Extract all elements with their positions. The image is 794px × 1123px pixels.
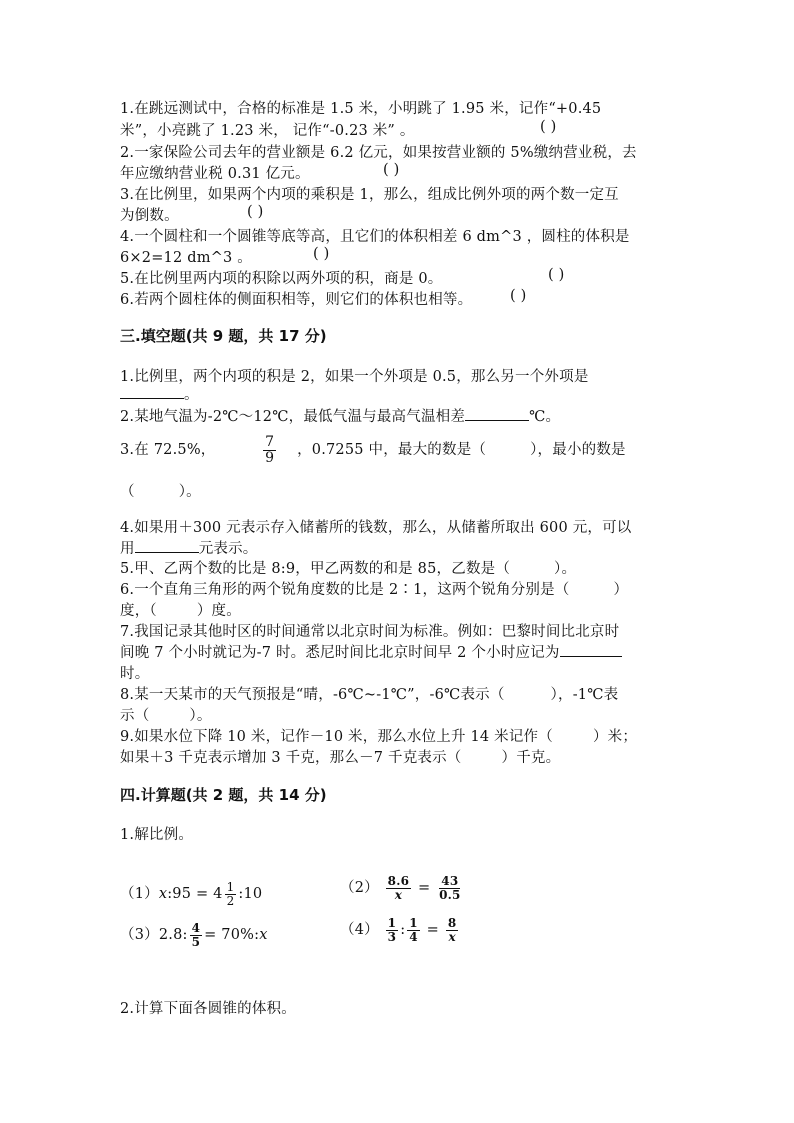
fill-q9-line2: 如果＋3 千克表示增加 3 千克，那么－7 千克表示（ ）千克。 — [120, 750, 561, 766]
fill-q9-line1: 9.如果水位下降 10 米，记作－10 米，那么水位上升 14 米记作（ ）米； — [120, 729, 638, 745]
judge-q4-line2: 6×2=12 dm^3 。 — [120, 250, 252, 266]
judge-q1-answer-paren[interactable]: ( ) — [540, 119, 557, 135]
section3-title: 三.填空题(共 9 题，共 17 分) — [120, 327, 327, 345]
judge-q4-answer-paren[interactable]: ( ) — [313, 246, 330, 262]
fill-q2-blank[interactable] — [465, 406, 529, 421]
judge-q2-line2: 年应缴纳营业税 0.31 亿元。 — [120, 166, 310, 182]
calc-q1-line: 1.解比例。 — [120, 827, 194, 843]
fill-q4-line1: 4.如果用＋300 元表示存入储蓄所的钱数，那么，从储蓄所取出 600 元，可以 — [120, 520, 632, 536]
section4-title: 四.计算题(共 2 题，共 14 分) — [120, 786, 327, 804]
fill-q1-blank[interactable] — [120, 384, 184, 399]
mixed-number-fraction: $\frac{1}{2}$ — [226, 880, 235, 908]
fill-q8-line1: 8.某一天某市的天气预报是“晴，-6℃~-1℃”，-6℃表示（ ），-1℃表 — [120, 687, 619, 703]
fill-q7-blank[interactable] — [560, 642, 622, 657]
judge-q6-answer-paren[interactable]: ( ) — [510, 288, 527, 304]
judge-q3-line2: 为倒数。 — [120, 208, 179, 224]
judge-q4-line1: 4.一个圆柱和一个圆锥等底等高，且它们的体积相差 6 dm^3 ，圆柱的体积是 — [120, 229, 630, 245]
fill-q1-line1: 1.比例里，两个内项的积是 2，如果一个外项是 0.5，那么另一个外项是 — [120, 369, 589, 385]
fill-q5-line: 5.甲、乙两个数的比是 8:9，甲乙两数的和是 85，乙数是（ ）。 — [120, 561, 577, 577]
judge-q3-line1: 3.在比例里，如果两个内项的乘积是 1，那么，组成比例外项的两个数一定互 — [120, 187, 619, 203]
fill-q3-fraction: $\frac{7}{9}$ — [265, 434, 275, 466]
judge-q2-line1: 2.一家保险公司去年的营业额是 6.2 亿元，如果按营业额的 5%缴纳营业税，去 — [120, 145, 637, 161]
fill-q7-line2: 间晚 7 个小时就记为-7 时。悉尼时间比北京时间早 2 个小时应记为 — [120, 641, 622, 662]
judge-q5-answer-paren[interactable]: ( ) — [548, 267, 565, 283]
fill-q4-line2: 用 元表示。 — [120, 537, 258, 558]
fill-q7-line1: 7.我国记录其他时区的时间通常以北京时间为标准。例如：巴黎时间比北京时 — [120, 624, 620, 640]
calc-q2-line: 2.计算下面各圆锥的体积。 — [120, 1001, 296, 1017]
judge-q1-line1: 1.在跳远测试中，合格的标准是 1.5 米，小明跳了 1.95 米，记作“+0.45 — [120, 101, 602, 117]
fill-q3-line1: 3.在 72.5%， $\frac{7}{9}$ ，0.7255 中，最大的数是（ ），最小的数是 — [120, 434, 626, 466]
judge-q6-line: 6.若两个圆柱体的侧面积相等，则它们的体积也相等。 — [120, 292, 473, 308]
fill-q8-line2: 示（ ）。 — [120, 708, 212, 724]
proportion-item-4: （4） $\frac{1}{3}$ : $\frac{1}{4}$ = $\frac{8}{x}$ — [340, 916, 457, 944]
fill-q2-line: 2.某地气温为-2℃～12℃，最低气温与最高气温相差 ℃。 — [120, 405, 560, 426]
fill-q7-line3: 时。 — [120, 666, 150, 682]
fill-q1-line2: 。 — [120, 383, 199, 404]
judge-q5-line: 5.在比例里两内项的积除以两外项的积，商是 0。 — [120, 271, 443, 287]
judge-q3-answer-paren[interactable]: ( ) — [247, 204, 264, 220]
fill-q4-blank[interactable] — [135, 538, 199, 553]
fill-q6-line1: 6.一个直角三角形的两个锐角度数的比是 2∶1，这两个锐角分别是（ ） — [120, 582, 629, 598]
judge-q2-answer-paren[interactable]: ( ) — [383, 162, 400, 178]
proportion-item-3: （3）2.8: $\frac{4}{5}$ = 70%:x — [120, 921, 268, 949]
proportion-item-1: （1）x:95 = 4 $\frac{1}{2}$ :10 — [120, 880, 263, 908]
fill-q6-line2: 度，（ ）度。 — [120, 603, 241, 619]
proportion-item-2: （2） $\frac{8.6}{x}$ = $\frac{43}{0.5}$ — [340, 874, 461, 902]
fill-q3-line2: （ ）。 — [120, 484, 201, 500]
judge-q1-line2: 米”，小亮跳了 1.23 米， 记作“-0.23 米” 。 — [120, 123, 415, 139]
